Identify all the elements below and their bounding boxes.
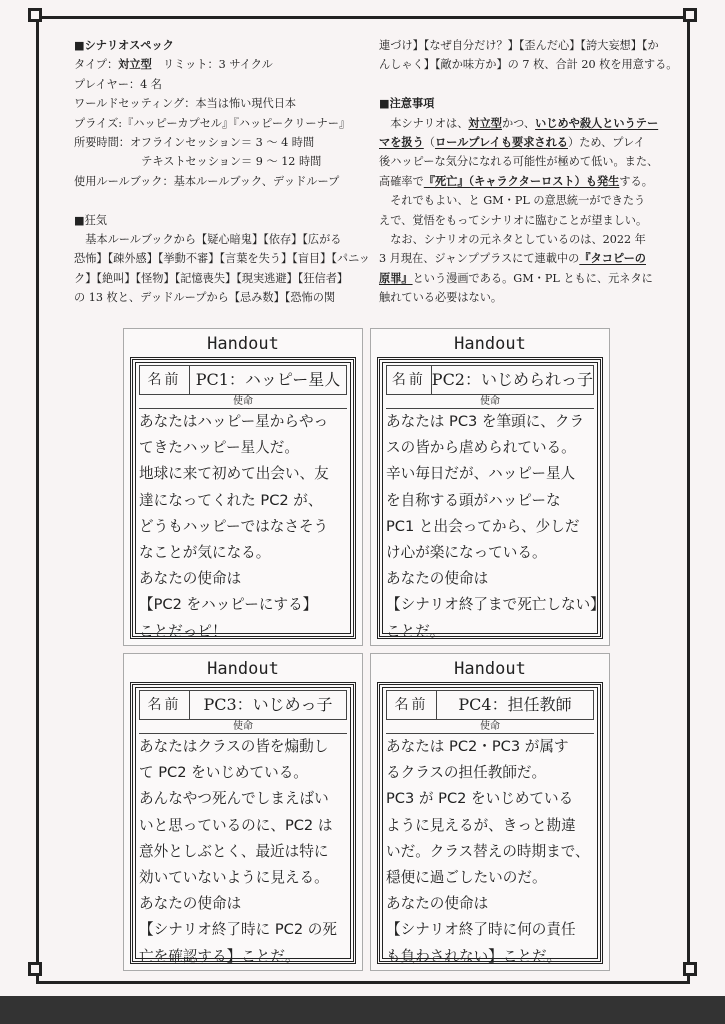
footer-bar xyxy=(0,996,725,1024)
text-segment: の 13 枚と、デッドループから【忌み数】【恐怖の関 xyxy=(74,291,336,305)
text-segment: 3 月現在、ジャンププラスにて連載中の xyxy=(379,252,580,266)
text-segment: テキストセッション＝ 9 ～ 12 時間 xyxy=(74,155,322,169)
text-segment: それでもよい、と GM・PL の意思統一ができたう xyxy=(379,194,646,208)
handout-line: PC3 が PC2 をいじめている xyxy=(386,790,574,808)
handout-name-row xyxy=(386,690,594,720)
text-line xyxy=(74,152,370,171)
text-segment: プライズ:『ハッピーカプセル』『ハッピークリーナー』 xyxy=(74,116,351,130)
text-segment: 対立型 xyxy=(118,57,152,72)
handout-name-row xyxy=(386,365,594,395)
handout-line: あなたの使命は xyxy=(139,895,242,913)
text-line xyxy=(74,94,370,113)
text-line xyxy=(379,230,677,249)
text-line xyxy=(379,269,677,288)
handout-line: あなたは PC3 を筆頭に、クラ xyxy=(386,413,585,430)
text-line xyxy=(74,249,370,268)
handout-line: 亡を確認する】ことだ。 xyxy=(139,947,300,965)
handout-line: あなたの使命は xyxy=(386,570,489,588)
text-line xyxy=(379,211,677,230)
handout-line: 【シナリオ終了まで死亡しない】 xyxy=(386,596,605,614)
text-segment: という漫画である。GM・PL ともに、元ネタに xyxy=(412,271,653,285)
emphasized-text: 『死亡』（キャラクターロスト）も発生 xyxy=(423,173,620,188)
text-segment: 触れている必要はない。 xyxy=(379,291,503,305)
handout-frame xyxy=(377,682,603,964)
text-segment: かつ、 xyxy=(501,116,536,130)
emphasized-text: 対立型 xyxy=(468,115,502,130)
handout-line: て PC2 をいじめている。 xyxy=(139,764,308,782)
handout-body xyxy=(137,409,349,645)
handout-line: なことが気になる。 xyxy=(139,544,271,562)
handout-title: Handout xyxy=(454,659,526,679)
handout-card xyxy=(370,328,610,646)
text-segment: んしゃく】【敵か味方か】の 7 枚、合計 20 枚を用意する。 xyxy=(379,58,678,72)
corner-ornament xyxy=(28,962,42,976)
handout-line: いだ。クラス替えの時期まで、 xyxy=(386,842,590,860)
handout-line: 達になってくれた PC2 が、 xyxy=(139,491,323,509)
handout-line: 辛い毎日だが、ハッピー星人 xyxy=(386,465,576,483)
text-line xyxy=(379,133,677,152)
text-segment: 高確率で xyxy=(379,174,424,188)
name-label: 名前 xyxy=(140,366,190,394)
name-label: 名前 xyxy=(387,366,432,394)
text-segment: リミット：3 サイクル xyxy=(151,58,273,72)
handout-line: ことだ。 xyxy=(386,622,445,640)
corner-ornament xyxy=(28,8,42,22)
pc-name: PC2：いじめられっ子 xyxy=(431,370,593,389)
handout-line: を自称する頭がハッピーな xyxy=(386,491,561,509)
text-segment: タイプ： xyxy=(74,58,119,72)
text-line xyxy=(379,152,677,171)
handout-body xyxy=(137,734,349,970)
name-label: 名前 xyxy=(140,691,190,719)
text-line xyxy=(379,191,677,210)
handout-line: ことだっピ！ xyxy=(139,622,227,640)
mission-label: 使命 xyxy=(386,720,594,734)
spec-heading: ■シナリオスペック xyxy=(74,38,174,52)
handout-line: いと思っているのに、PC2 は xyxy=(139,816,333,834)
text-segment: 基本ルールブックから【疑心暗鬼】【依存】【広がる xyxy=(74,232,342,246)
text-line xyxy=(74,269,370,288)
handout-line: どうもハッピーではなさそう xyxy=(139,517,329,535)
text-segment: 連づけ】【なぜ自分だけ？】【歪んだ心】【誇大妄想】【か xyxy=(379,39,659,52)
handout-line: スの皆から虐められている。 xyxy=(386,439,576,457)
text-segment: 使用ルールブック：基本ルールブック、デッドループ xyxy=(74,174,340,188)
text-line xyxy=(379,36,677,55)
madness-heading: ■狂気 xyxy=(74,213,107,227)
text-segment: 本シナリオは、 xyxy=(379,116,469,130)
handout-card xyxy=(123,328,363,646)
handout-line: PC1 と出会ってから、少しだ xyxy=(386,517,580,535)
text-line xyxy=(379,249,677,268)
emphasized-text: マを扱う xyxy=(379,134,424,149)
text-segment: えで、覚悟をもってシナリオに臨むことが望ましい。 xyxy=(379,213,648,227)
text-segment: ワールドセッティング：本当は怖い現代日本 xyxy=(74,97,297,111)
text-line xyxy=(74,133,370,152)
handout-line: あんなやつ死んでしまえばい xyxy=(139,790,329,808)
spec-lines xyxy=(74,55,370,191)
text-segment: プレイヤー：4 名 xyxy=(74,77,162,91)
pc-name: PC3：いじめっ子 xyxy=(203,695,333,714)
handout-line: 効いていないように見える。 xyxy=(139,869,329,887)
text-segment: （ xyxy=(423,135,435,149)
notes-lines xyxy=(379,114,677,308)
mission-label: 使命 xyxy=(139,720,347,734)
text-segment: 所要時間：オフラインセッション＝ 3 ～ 4 時間 xyxy=(74,135,315,149)
handout-line: 地球に来て初めて出会い、友 xyxy=(139,465,329,483)
handout-name-row xyxy=(139,365,347,395)
left-column xyxy=(74,36,370,307)
handout-line: け心が楽になっている。 xyxy=(386,544,547,562)
handout-line: あなたの使命は xyxy=(139,570,242,588)
handout-frame xyxy=(377,357,603,639)
right-column xyxy=(379,36,677,307)
handout-body xyxy=(384,734,596,970)
handout-line: あなたはハッピー星からやっ xyxy=(139,413,329,430)
madness-lines xyxy=(74,230,370,308)
text-line xyxy=(74,55,370,74)
text-line xyxy=(379,288,677,307)
handout-line: あなたは PC2・PC3 が属す xyxy=(386,738,569,755)
handout-title: Handout xyxy=(207,659,279,679)
handout-frame xyxy=(130,682,356,964)
emphasized-text: いじめや殺人というテー xyxy=(535,115,659,130)
text-segment: なお、シナリオの元ネタとしているのは、2022 年 xyxy=(379,232,646,246)
handout-card xyxy=(123,653,363,971)
handout-title: Handout xyxy=(207,334,279,354)
text-segment: 恐怖】【疎外感】【挙動不審】【言葉を失う】【盲目】【パニッ xyxy=(74,252,370,266)
handout-line: てきたハッピー星人だ。 xyxy=(139,439,299,457)
pc-name: PC1：ハッピー星人 xyxy=(195,370,341,389)
handout-line: 穏便に過ごしたいのだ。 xyxy=(386,869,547,887)
handout-line: あなたの使命は xyxy=(386,895,489,913)
text-line xyxy=(379,55,677,74)
text-line xyxy=(74,230,370,249)
emphasized-text: 原罪』 xyxy=(379,270,413,285)
handout-line: 【シナリオ終了時に PC2 の死 xyxy=(139,921,337,939)
handout-body xyxy=(384,409,605,645)
handout-line: 【PC2 をハッピーにする】 xyxy=(139,596,318,614)
corner-ornament xyxy=(683,962,697,976)
mission-label: 使命 xyxy=(139,395,347,409)
handout-name-row xyxy=(139,690,347,720)
text-segment: ク】【絶叫】【怪物】【記憶喪失】【現実逃避】【狂信者】 xyxy=(74,271,349,285)
handout-frame xyxy=(130,357,356,639)
text-line xyxy=(379,114,677,133)
name-label: 名前 xyxy=(387,691,437,719)
corner-ornament xyxy=(683,8,697,22)
handout-line: 【シナリオ終了時に何の責任 xyxy=(386,921,576,939)
emphasized-text: ロールプレイも要求される xyxy=(434,134,568,149)
mission-label: 使命 xyxy=(386,395,594,409)
text-line xyxy=(74,75,370,94)
notes-heading: ■注意事項 xyxy=(379,96,435,111)
text-line xyxy=(74,288,370,307)
handout-line: あなたはクラスの皆を煽動し xyxy=(139,738,329,755)
text-line xyxy=(74,114,370,133)
emphasized-text: 『タコピーの xyxy=(579,251,646,266)
text-line xyxy=(74,172,370,191)
text-segment: する。 xyxy=(619,174,653,188)
handout-line: ように見えるが、きっと勘違 xyxy=(386,816,576,834)
handout-title: Handout xyxy=(454,334,526,354)
handout-line: も負わされない】ことだ。 xyxy=(386,947,562,965)
handout-line: 意外としぶとく、最近は特に xyxy=(139,842,329,860)
madness-lines-cont xyxy=(379,36,677,75)
handout-card xyxy=(370,653,610,971)
text-line xyxy=(379,172,677,191)
pc-name: PC4：担任教師 xyxy=(458,695,572,714)
text-segment: ）ため、プレイ xyxy=(568,135,645,149)
handout-line: るクラスの担任教師だ。 xyxy=(386,764,547,782)
text-segment: 後ハッピーな気分になれる可能性が極めて低い。また、 xyxy=(379,155,659,169)
